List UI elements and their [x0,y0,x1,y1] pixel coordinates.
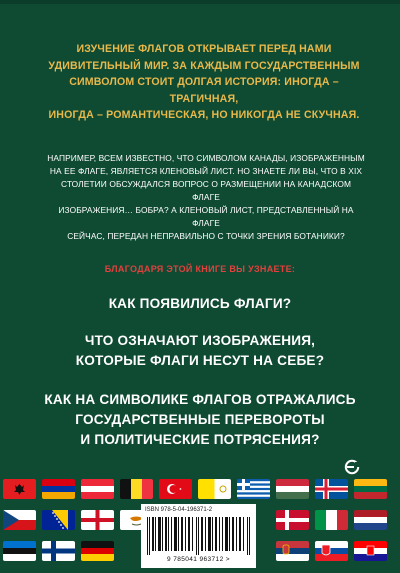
isbn-barcode-block [141,504,256,568]
intro-line: УДИВИТЕЛЬНЫЙ МИР. ЗА КАЖДЫМ ГОСУДАРСТВЕННЫМ [48,59,360,72]
estonia-flag-icon [3,541,36,561]
finland-flag-icon [42,541,75,561]
slovakia-flag-icon [315,541,348,561]
austria-flag-icon [81,479,114,499]
question-1 [0,294,400,314]
barcode-digits: 9 785041 963712 > [166,556,230,563]
lithuania-flag-icon [354,479,387,499]
bosnia-flag-icon [42,510,75,530]
top-border [0,0,400,4]
isbn-label: ISBN 978-5-04-196371-2 [145,507,213,513]
barcode-icon [147,517,250,555]
turkey-flag-icon [159,479,192,499]
intro-line: ИНОГДА – РОМАНТИЧЕСКАЯ, НО НИКОГДА НЕ СКУЧНАЯ. [48,109,360,121]
hungary-flag-icon [276,479,309,499]
paragraph-line: СЕЙЧАС, ПЕРЕДАН НЕПРАВИЛЬНО С ТОЧКИ ЗРЕНИЯ БОТАНИКИ? [67,231,345,241]
paragraph-line: НАПРИМЕР, ВСЕМ ИЗВЕСТНО, ЧТО СИМВОЛОМ КАНАДЫ, ИЗОБРАЖЕННЫМ [47,153,365,163]
question-line: КОТОРЫЕ ФЛАГИ НЕСУТ НА СЕБЕ? [75,353,325,368]
netherlands-flag-icon [354,510,387,530]
paragraph-line: НА ЕЕ ФЛАГЕ, ЯВЛЯЕТСЯ КЛЕНОВЫЙ ЛИСТ. НО ЗНАЕТЕ ЛИ ВЫ, ЧТО В XIX [49,166,363,176]
italy-flag-icon [315,510,348,530]
question-line: КАК НА СИМВОЛИКЕ ФЛАГОВ ОТРАЖАЛИСЬ [44,392,356,407]
eksmo-logo-icon [344,459,360,475]
iceland-flag-icon [315,479,348,499]
learn-heading: БЛАГОДАРЯ ЭТОЙ КНИГЕ ВЫ УЗНАЕТЕ: [104,264,296,274]
question-line: КАК ПОЯВИЛИСЬ ФЛАГИ? [108,296,292,311]
czechia-flag-icon [3,510,36,530]
england-flag-icon [81,510,114,530]
question-line: И ПОЛИТИЧЕСКИЕ ПОТРЯСЕНИЯ? [80,432,320,447]
question-line: ЧТО ОЗНАЧАЮТ ИЗОБРАЖЕНИЯ, [84,333,316,348]
question-3 [0,390,400,450]
armenia-flag-icon [42,479,75,499]
croatia-flag-icon [354,541,387,561]
example-paragraph [46,152,366,243]
denmark-flag-icon [276,510,309,530]
vatican-flag-icon [198,479,231,499]
question-2 [0,331,400,371]
paragraph-line: ИЗОБРАЖЕНИЯ… БОБРА? А КЛЕНОВЫЙ ЛИСТ, ПРЕДСТАВЛЕННЫЙ НА ФЛАГЕ [58,205,354,228]
germany-flag-icon [81,541,114,561]
greece-flag-icon [237,479,270,499]
intro-line: СИМВОЛОМ СТОИТ ДОЛГАЯ ИСТОРИЯ: ИНОГДА – ТРАГИЧНАЯ, [69,76,339,105]
paragraph-line: СТОЛЕТИИ ОБСУЖДАЛСЯ ВОПРОС О РАЗМЕЩЕНИИ НА КАНАДСКОМ ФЛАГЕ [60,179,352,202]
intro-text [44,41,364,124]
serbia-flag-icon [276,541,309,561]
question-line: ГОСУДАРСТВЕННЫЕ ПЕРЕВОРОТЫ [75,412,325,427]
albania-flag-icon [3,479,36,499]
intro-line: ИЗУЧЕНИЕ ФЛАГОВ ОТКРЫВАЕТ ПЕРЕД НАМИ [76,43,332,55]
belgium-flag-icon [120,479,153,499]
